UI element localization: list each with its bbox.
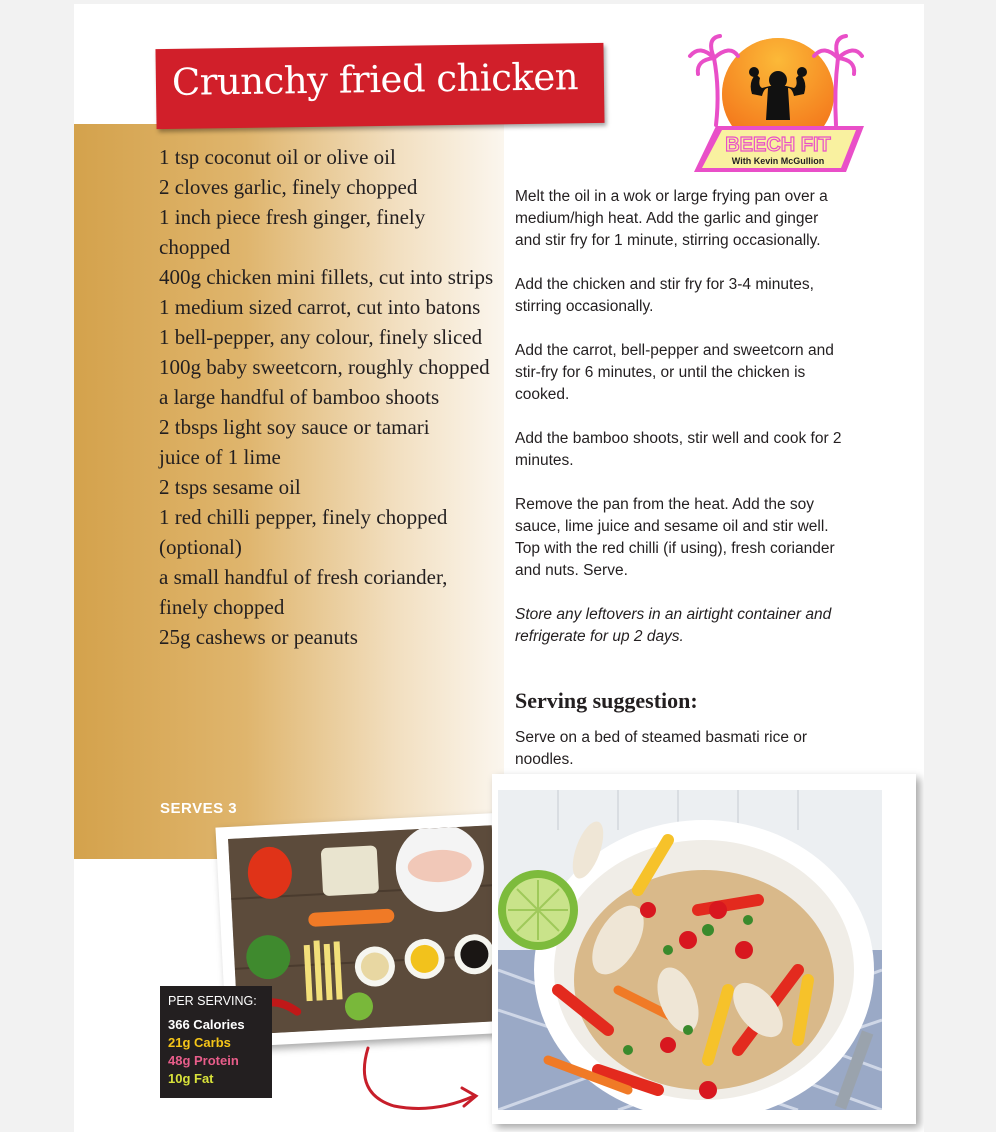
ingredient-item: 2 tsps sesame oil xyxy=(159,475,301,499)
logo-tagline: With Kevin McGullion xyxy=(731,156,825,166)
serves-label: SERVES 3 xyxy=(160,800,238,817)
recipe-page xyxy=(74,4,924,1132)
nutrition-calories: 366 Calories xyxy=(168,1017,245,1032)
serving-suggestion-heading: Serving suggestion: xyxy=(515,688,698,713)
ingredient-item: 25g cashews or peanuts xyxy=(159,625,358,649)
nutrition-label: PER SERVING: xyxy=(168,994,257,1008)
dish-photo xyxy=(492,774,916,1124)
nutrition-fat: 10g Fat xyxy=(168,1071,214,1086)
ingredient-item: 1 medium sized carrot, cut into batons xyxy=(159,295,481,319)
ingredient-item: a large handful of bamboo shoots xyxy=(159,385,440,409)
method-step: Add the chicken and stir fry for 3-4 minutes, stirring occasionally. xyxy=(515,276,814,315)
ingredient-item: 1 bell-pepper, any colour, finely sliced xyxy=(159,325,483,349)
ingredient-item: 100g baby sweetcorn, roughly chopped xyxy=(159,355,490,379)
ingredient-item: 1 inch piece fresh ginger, finely chopped xyxy=(159,205,426,259)
logo-brand: BEECH FIT xyxy=(725,134,831,156)
ingredient-item: 1 red chilli pepper, finely chopped (optional) xyxy=(159,505,448,559)
recipe-title: Crunchy fried chicken xyxy=(171,55,579,104)
storage-note: Store any leftovers in an airtight container and refrigerate for up 2 days. xyxy=(515,606,832,645)
ingredient-item: a small handful of fresh coriander, finely chopped xyxy=(159,565,448,619)
title-banner xyxy=(155,43,604,129)
ingredients-list xyxy=(159,142,494,652)
method-section xyxy=(515,186,845,670)
arrow-icon xyxy=(354,1044,494,1124)
nutrition-carbs: 21g Carbs xyxy=(168,1035,231,1050)
nutrition-box xyxy=(160,986,272,1098)
serving-suggestion-text: Serve on a bed of steamed basmati rice or noodles. xyxy=(515,729,808,768)
beech-fit-logo xyxy=(686,30,866,180)
ingredient-item: 2 cloves garlic, finely chopped xyxy=(159,175,418,199)
beansprouts-icon xyxy=(321,845,379,896)
method-step: Melt the oil in a wok or large frying pan over a medium/high heat. Add the garlic and ginger and stir fry for 1 minute, stirring occasionally. xyxy=(515,188,828,249)
ingredient-item: juice of 1 lime xyxy=(159,445,281,469)
ingredient-item: 2 tbsps light soy sauce or tamari xyxy=(159,415,430,439)
method-step: Add the carrot, bell-pepper and sweetcorn and stir-fry for 6 minutes, or until the chicken is cooked. xyxy=(515,342,834,403)
ingredient-item: 400g chicken mini fillets, cut into strips xyxy=(159,265,494,289)
ingredient-item: 1 tsp coconut oil or olive oil xyxy=(159,145,396,169)
method-step: Remove the pan from the heat. Add the soy sauce, lime juice and sesame oil and stir well. Top with the red chilli (if using), fresh coriander and nuts. Serve. xyxy=(515,496,835,579)
nutrition-protein: 48g Protein xyxy=(168,1053,239,1068)
method-step: Add the bamboo shoots, stir well and cook for 2 minutes. xyxy=(515,430,842,469)
